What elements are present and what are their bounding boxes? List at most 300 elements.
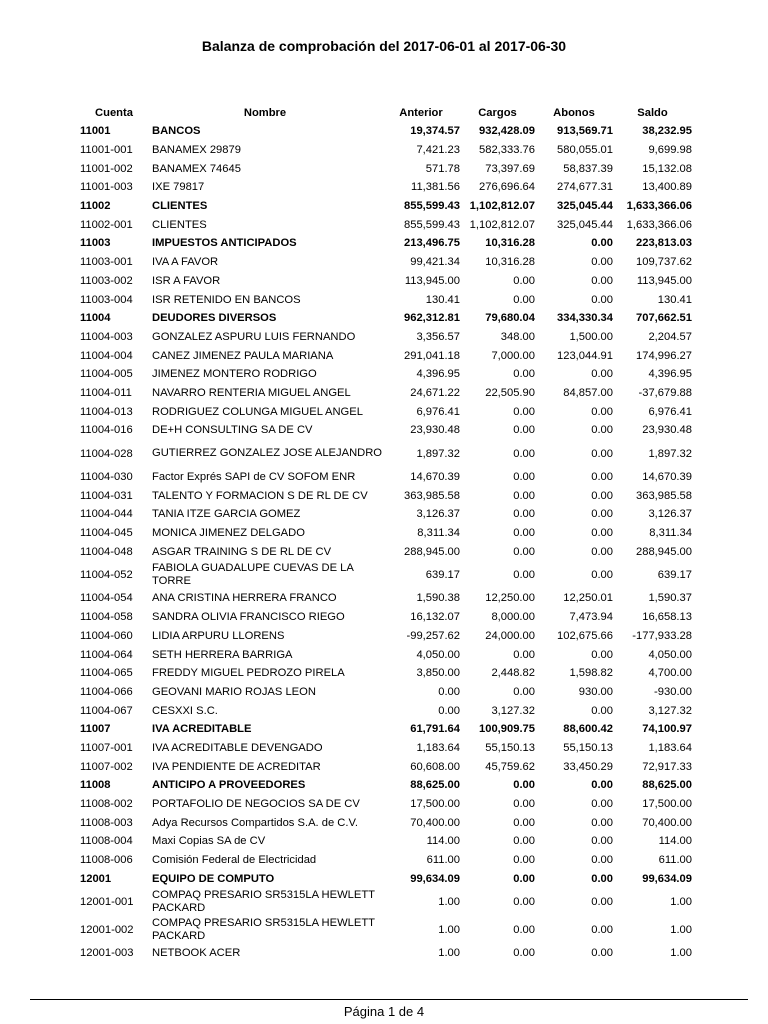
cell-anterior: 962,312.81 xyxy=(404,312,460,325)
cell-nombre: DE+H CONSULTING SA DE CV xyxy=(152,424,313,437)
cell-anterior: 0.00 xyxy=(438,685,460,698)
cell-nombre: IVA PENDIENTE DE ACREDITAR xyxy=(152,760,321,773)
cell-saldo: 70,400.00 xyxy=(642,816,692,829)
cell-anterior: 11,381.56 xyxy=(411,181,460,194)
header-abonos: Abonos xyxy=(553,107,595,119)
cell-saldo: 2,204.57 xyxy=(648,330,692,343)
cell-abonos: 0.00 xyxy=(591,447,613,460)
cell-nombre: BANAMEX 29879 xyxy=(152,144,241,157)
cell-cargos: 0.00 xyxy=(513,816,535,829)
cell-cuenta: 11004-004 xyxy=(80,349,133,362)
cell-cuenta: 11004-003 xyxy=(80,330,133,343)
cell-nombre: IVA ACREDITABLE DEVENGADO xyxy=(152,741,323,754)
table-row xyxy=(80,197,692,216)
cell-anterior: 24,671.22 xyxy=(410,386,460,399)
cell-cargos: 2,448.82 xyxy=(491,667,535,680)
cell-cargos: 0.00 xyxy=(513,274,535,287)
cell-saldo: 3,127.32 xyxy=(648,704,692,717)
table-row xyxy=(80,757,692,776)
table-row xyxy=(80,178,692,197)
table-row xyxy=(80,701,692,720)
cell-cargos: 7,000.00 xyxy=(491,349,535,362)
cell-anterior: 1.00 xyxy=(438,924,460,937)
cell-nombre: COMPAQ PRESARIO SR5315LA HEWLETT PACKARD xyxy=(152,917,375,943)
cell-anterior: 99,421.34 xyxy=(410,256,460,269)
cell-cuenta: 12001-003 xyxy=(80,947,134,960)
table-row xyxy=(80,141,692,160)
cell-nombre: EQUIPO DE COMPUTO xyxy=(152,872,275,885)
cell-anterior: 1.00 xyxy=(438,896,460,909)
table-row xyxy=(80,813,692,832)
header-cuenta: Cuenta xyxy=(95,107,133,119)
table-row xyxy=(80,944,692,963)
header-saldo: Saldo xyxy=(637,107,668,119)
cell-nombre: ANTICIPO A PROVEEDORES xyxy=(152,779,306,792)
cell-cargos: 10,316.28 xyxy=(485,237,535,250)
cell-saldo: 4,396.95 xyxy=(648,368,692,381)
table-row xyxy=(80,272,692,291)
cell-saldo: 1,633,366.06 xyxy=(626,200,692,213)
header-cargos: Cargos xyxy=(478,107,517,119)
cell-cuenta: 11003-001 xyxy=(80,256,133,269)
cell-abonos: 0.00 xyxy=(591,872,613,885)
cell-anterior: 114.00 xyxy=(426,835,460,848)
cell-cuenta: 11004-045 xyxy=(80,527,133,540)
cell-saldo: 88,625.00 xyxy=(642,779,692,792)
header-nombre: Nombre xyxy=(243,107,287,119)
cell-saldo: 4,700.00 xyxy=(648,667,692,680)
cell-cuenta: 11004-065 xyxy=(80,667,133,680)
table-row xyxy=(80,739,692,758)
cell-anterior: 113,945.00 xyxy=(404,274,460,287)
cell-anterior: 99,634.09 xyxy=(410,872,460,885)
cell-anterior: 70,400.00 xyxy=(410,816,460,829)
cell-nombre: CLIENTES xyxy=(152,200,208,213)
table-row xyxy=(80,664,692,683)
cell-anterior: 288,945.00 xyxy=(404,545,460,558)
cell-cargos: 582,333.76 xyxy=(479,144,535,157)
table-row xyxy=(80,542,692,561)
cell-anterior: 88,625.00 xyxy=(410,779,460,792)
cell-nombre: IXE 79817 xyxy=(152,181,205,194)
cell-cargos: 1,102,812.07 xyxy=(469,218,535,231)
cell-abonos: 0.00 xyxy=(591,569,613,582)
cell-anterior: 291,041.18 xyxy=(404,349,460,362)
cell-saldo: 611.00 xyxy=(658,854,692,867)
cell-saldo: 8,311.34 xyxy=(649,527,692,540)
cell-cuenta: 11004-058 xyxy=(80,611,133,624)
cell-nombre: TALENTO Y FORMACION S DE RL DE CV xyxy=(152,489,368,502)
cell-cargos: 0.00 xyxy=(513,872,535,885)
cell-saldo: 9,699.98 xyxy=(648,144,692,157)
cell-cargos: 0.00 xyxy=(513,447,535,460)
table-row xyxy=(80,253,692,272)
cell-abonos: 7,473.94 xyxy=(569,611,613,624)
cell-nombre: ASGAR TRAINING S DE RL DE CV xyxy=(152,545,332,558)
cell-anterior: 3,126.37 xyxy=(416,508,460,521)
cell-cuenta: 11008-006 xyxy=(80,854,133,867)
table-row xyxy=(80,234,692,253)
cell-cargos: 0.00 xyxy=(513,779,535,792)
cell-abonos: 1,598.82 xyxy=(569,667,613,680)
cell-cargos: 3,127.32 xyxy=(491,704,535,717)
cell-saldo: -177,933.28 xyxy=(632,629,692,642)
cell-cuenta: 12001-001 xyxy=(80,896,134,909)
cell-saldo: 363,985.58 xyxy=(636,489,692,502)
cell-anterior: 1,183.64 xyxy=(416,741,460,754)
table-row xyxy=(80,869,692,888)
cell-cargos: 0.00 xyxy=(513,405,535,418)
cell-cuenta: 11001 xyxy=(80,125,111,138)
cell-saldo: 3,126.37 xyxy=(648,508,692,521)
cell-cargos: 276,696.64 xyxy=(479,181,535,194)
table-row xyxy=(80,589,692,608)
cell-cargos: 0.00 xyxy=(513,489,535,502)
cell-anterior: 639.17 xyxy=(425,569,460,582)
page-number: Página 1 de 4 xyxy=(343,1004,425,1019)
cell-cuenta: 11002-001 xyxy=(80,218,133,231)
cell-saldo: 15,132.08 xyxy=(642,162,692,175)
table-row xyxy=(80,795,692,814)
table-row xyxy=(80,290,692,309)
cell-cargos: 8,000.00 xyxy=(491,611,535,624)
cell-cargos: 0.00 xyxy=(513,835,535,848)
cell-cargos: 0.00 xyxy=(513,854,535,867)
cell-abonos: 325,045.44 xyxy=(557,200,613,213)
cell-nombre: RODRIGUEZ COLUNGA MIGUEL ANGEL xyxy=(152,405,363,418)
cell-cargos: 24,000.00 xyxy=(485,629,535,642)
cell-abonos: 84,857.00 xyxy=(563,386,613,399)
cell-cargos: 45,759.62 xyxy=(485,760,535,773)
cell-abonos: 12,250.01 xyxy=(563,592,613,605)
header-anterior: Anterior xyxy=(399,107,443,119)
cell-nombre: ANA CRISTINA HERRERA FRANCO xyxy=(152,592,337,605)
table-row xyxy=(80,309,692,328)
table-row xyxy=(80,215,692,234)
cell-anterior: 0.00 xyxy=(438,704,460,717)
cell-saldo: 38,232.95 xyxy=(642,125,692,138)
cell-saldo: 639.17 xyxy=(657,569,692,582)
cell-saldo: 13,400.89 xyxy=(642,181,692,194)
cell-nombre: JIMENEZ MONTERO RODRIGO xyxy=(152,368,317,381)
cell-abonos: 913,569.71 xyxy=(557,125,613,138)
cell-saldo: 1,633,366.06 xyxy=(626,218,692,231)
cell-anterior: 14,670.39 xyxy=(410,471,460,484)
cell-abonos: 0.00 xyxy=(591,508,613,521)
cell-cuenta: 11004-005 xyxy=(80,368,133,381)
cell-anterior: 8,311.34 xyxy=(417,527,460,540)
cell-nombre: MONICA JIMENEZ DELGADO xyxy=(152,527,305,540)
cell-cuenta: 11004-067 xyxy=(80,704,133,717)
cell-nombre: Adya Recursos Compartidos S.A. de C.V. xyxy=(152,816,359,829)
table-row xyxy=(80,421,692,440)
cell-anterior: 6,976.41 xyxy=(416,405,460,418)
table-row xyxy=(80,627,692,646)
cell-saldo: 1.00 xyxy=(670,896,692,909)
cell-cargos: 10,316.28 xyxy=(485,256,535,269)
table-row xyxy=(80,561,692,589)
cell-abonos: 0.00 xyxy=(591,779,613,792)
cell-anterior: 1,590.38 xyxy=(416,592,460,605)
table-row xyxy=(80,365,692,384)
cell-abonos: 334,330.34 xyxy=(557,312,613,325)
cell-anterior: 19,374.57 xyxy=(410,125,460,138)
cell-saldo: 113,945.00 xyxy=(636,274,692,287)
cell-cargos: 22,505.90 xyxy=(485,386,535,399)
cell-saldo: 223,813.03 xyxy=(636,237,692,250)
cell-cargos: 0.00 xyxy=(513,896,535,909)
cell-saldo: 4,050.00 xyxy=(648,648,692,661)
cell-nombre: Maxi Copias SA de CV xyxy=(152,835,266,848)
table-row xyxy=(80,384,692,403)
cell-cargos: 0.00 xyxy=(513,527,535,540)
cell-anterior: 3,356.57 xyxy=(416,330,460,343)
cell-cargos: 0.00 xyxy=(513,368,535,381)
table-row xyxy=(80,122,692,141)
cell-abonos: 274,677.31 xyxy=(557,181,613,194)
cell-cargos: 0.00 xyxy=(513,545,535,558)
cell-abonos: 55,150.13 xyxy=(563,741,613,754)
cell-abonos: 0.00 xyxy=(591,237,613,250)
cell-cuenta: 11007-002 xyxy=(80,760,133,773)
table-row xyxy=(80,683,692,702)
table-row xyxy=(80,328,692,347)
cell-cuenta: 11001-002 xyxy=(80,162,133,175)
cell-cargos: 0.00 xyxy=(513,569,535,582)
page-title: Balanza de comprobación del 2017-06-01 al 2017-06-30 xyxy=(201,38,567,54)
cell-cuenta: 11004-052 xyxy=(80,569,133,582)
cell-abonos: 930.00 xyxy=(578,685,613,698)
cell-nombre: SANDRA OLIVIA FRANCISCO RIEGO xyxy=(152,611,345,624)
cell-abonos: 0.00 xyxy=(591,293,613,306)
table-row xyxy=(80,832,692,851)
cell-saldo: 1.00 xyxy=(670,947,692,960)
cell-saldo: 99,634.09 xyxy=(642,872,692,885)
cell-cuenta: 11001-003 xyxy=(80,181,133,194)
cell-anterior: 4,396.95 xyxy=(416,368,460,381)
cell-nombre: NETBOOK ACER xyxy=(152,947,241,960)
cell-saldo: 707,662.51 xyxy=(636,312,692,325)
cell-nombre: NAVARRO RENTERIA MIGUEL ANGEL xyxy=(152,386,351,399)
cell-cuenta: 11008-002 xyxy=(80,798,133,811)
cell-abonos: 0.00 xyxy=(591,648,613,661)
cell-cuenta: 11003 xyxy=(80,237,111,250)
cell-cuenta: 11007 xyxy=(80,723,111,736)
cell-saldo: 16,658.13 xyxy=(642,611,692,624)
cell-nombre: GUTIERREZ GONZALEZ JOSE ALEJANDRO xyxy=(152,447,383,460)
cell-anterior: 855,599.43 xyxy=(404,218,460,231)
cell-abonos: 123,044.91 xyxy=(557,349,613,362)
table-row xyxy=(80,888,692,916)
cell-anterior: 213,496.75 xyxy=(404,237,460,250)
table-row xyxy=(80,440,692,468)
footer-divider xyxy=(30,999,748,1000)
cell-nombre: IVA ACREDITABLE xyxy=(152,723,252,736)
cell-abonos: 0.00 xyxy=(591,424,613,437)
cell-cuenta: 11008-004 xyxy=(80,835,133,848)
cell-abonos: 325,045.44 xyxy=(557,218,613,231)
cell-cuenta: 11004 xyxy=(80,312,111,325)
cell-saldo: 114.00 xyxy=(658,835,692,848)
cell-nombre: IVA A FAVOR xyxy=(152,256,219,269)
cell-abonos: 0.00 xyxy=(591,798,613,811)
cell-saldo: 1.00 xyxy=(670,924,692,937)
cell-cargos: 0.00 xyxy=(513,798,535,811)
cell-saldo: -37,679.88 xyxy=(638,386,692,399)
cell-cargos: 0.00 xyxy=(513,947,535,960)
cell-saldo: 72,917.33 xyxy=(642,760,692,773)
table-row xyxy=(80,468,692,487)
cell-abonos: 1,500.00 xyxy=(569,330,613,343)
cell-cuenta: 11004-054 xyxy=(80,592,133,605)
cell-cuenta: 11004-066 xyxy=(80,685,133,698)
cell-saldo: 130.41 xyxy=(657,293,692,306)
cell-saldo: 288,945.00 xyxy=(636,545,692,558)
trial-balance-table xyxy=(80,104,692,963)
cell-anterior: 130.41 xyxy=(425,293,460,306)
cell-saldo: 74,100.97 xyxy=(642,723,692,736)
cell-abonos: 0.00 xyxy=(591,947,613,960)
cell-cargos: 100,909.75 xyxy=(479,723,535,736)
cell-anterior: 1.00 xyxy=(438,947,460,960)
cell-anterior: 16,132.07 xyxy=(410,611,460,624)
cell-saldo: -930.00 xyxy=(654,685,692,698)
cell-cuenta: 11004-030 xyxy=(80,471,133,484)
cell-abonos: 0.00 xyxy=(591,704,613,717)
cell-anterior: 17,500.00 xyxy=(410,798,460,811)
table-row xyxy=(80,505,692,524)
cell-nombre: CANEZ JIMENEZ PAULA MARIANA xyxy=(152,349,334,362)
cell-cuenta: 11008-003 xyxy=(80,816,133,829)
cell-anterior: 7,421.23 xyxy=(416,144,460,157)
cell-cargos: 0.00 xyxy=(513,685,535,698)
table-row xyxy=(80,608,692,627)
cell-abonos: 0.00 xyxy=(591,545,613,558)
cell-anterior: 3,850.00 xyxy=(416,667,460,680)
cell-cuenta: 11003-004 xyxy=(80,293,133,306)
cell-nombre: FREDDY MIGUEL PEDROZO PIRELA xyxy=(152,667,345,680)
cell-cuenta: 11004-064 xyxy=(80,648,133,661)
cell-abonos: 0.00 xyxy=(591,471,613,484)
cell-nombre: GEOVANI MARIO ROJAS LEON xyxy=(152,685,316,698)
cell-cuenta: 11004-031 xyxy=(80,489,133,502)
table-body xyxy=(80,122,692,963)
cell-cargos: 1,102,812.07 xyxy=(469,200,535,213)
cell-abonos: 0.00 xyxy=(591,527,613,540)
cell-nombre: BANAMEX 74645 xyxy=(152,162,241,175)
cell-cargos: 932,428.09 xyxy=(479,125,535,138)
cell-abonos: 0.00 xyxy=(591,274,613,287)
cell-abonos: 58,837.39 xyxy=(563,162,613,175)
cell-abonos: 0.00 xyxy=(591,896,613,909)
cell-abonos: 0.00 xyxy=(591,835,613,848)
cell-cargos: 0.00 xyxy=(513,424,535,437)
cell-abonos: 580,055.01 xyxy=(557,144,613,157)
cell-nombre: BANCOS xyxy=(152,125,201,138)
cell-saldo: 23,930.48 xyxy=(642,424,692,437)
cell-abonos: 0.00 xyxy=(591,405,613,418)
cell-nombre: CESXXI S.C. xyxy=(152,704,218,717)
cell-abonos: 0.00 xyxy=(591,924,613,937)
cell-anterior: 61,791.64 xyxy=(410,723,460,736)
cell-nombre: SETH HERRERA BARRIGA xyxy=(152,648,293,661)
cell-cargos: 55,150.13 xyxy=(485,741,535,754)
cell-abonos: 0.00 xyxy=(591,489,613,502)
cell-saldo: 6,976.41 xyxy=(648,405,692,418)
cell-cargos: 0.00 xyxy=(513,471,535,484)
cell-cuenta: 11004-044 xyxy=(80,508,133,521)
table-row xyxy=(80,346,692,365)
cell-anterior: 571.78 xyxy=(425,162,460,175)
cell-cuenta: 11004-048 xyxy=(80,545,133,558)
cell-cargos: 0.00 xyxy=(513,508,535,521)
cell-nombre: LIDIA ARPURU LLORENS xyxy=(152,629,285,642)
cell-cargos: 0.00 xyxy=(513,648,535,661)
cell-nombre: CLIENTES xyxy=(152,218,207,231)
cell-anterior: -99,257.62 xyxy=(406,629,460,642)
cell-cuenta: 11004-016 xyxy=(80,424,133,437)
cell-saldo: 1,590.37 xyxy=(648,592,692,605)
cell-nombre: TANIA ITZE GARCIA GOMEZ xyxy=(152,508,301,521)
cell-cuenta: 11004-060 xyxy=(80,629,133,642)
cell-cuenta: 11007-001 xyxy=(80,741,133,754)
cell-nombre: IMPUESTOS ANTICIPADOS xyxy=(152,237,297,250)
cell-saldo: 1,183.64 xyxy=(648,741,692,754)
cell-cargos: 73,397.69 xyxy=(485,162,535,175)
cell-abonos: 0.00 xyxy=(591,854,613,867)
cell-abonos: 0.00 xyxy=(591,256,613,269)
cell-cuenta: 11008 xyxy=(80,779,111,792)
cell-anterior: 1,897.32 xyxy=(416,447,460,460)
cell-abonos: 102,675.66 xyxy=(557,629,613,642)
cell-nombre: ISR A FAVOR xyxy=(152,274,221,287)
cell-abonos: 33,450.29 xyxy=(563,760,613,773)
cell-nombre: GONZALEZ ASPURU LUIS FERNANDO xyxy=(152,330,356,343)
cell-saldo: 109,737.62 xyxy=(636,256,692,269)
table-row xyxy=(80,776,692,795)
table-row xyxy=(80,916,692,944)
cell-abonos: 0.00 xyxy=(591,816,613,829)
cell-cuenta: 11001-001 xyxy=(80,144,133,157)
cell-anterior: 855,599.43 xyxy=(404,200,460,213)
cell-cuenta: 12001-002 xyxy=(80,924,134,937)
cell-cargos: 0.00 xyxy=(513,924,535,937)
cell-saldo: 1,897.32 xyxy=(648,447,692,460)
cell-nombre: PORTAFOLIO DE NEGOCIOS SA DE CV xyxy=(152,798,360,811)
table-row xyxy=(80,851,692,870)
cell-cuenta: 11004-028 xyxy=(80,447,133,460)
cell-abonos: 0.00 xyxy=(591,368,613,381)
cell-anterior: 363,985.58 xyxy=(404,489,460,502)
cell-anterior: 4,050.00 xyxy=(416,648,460,661)
cell-cuenta: 11003-002 xyxy=(80,274,133,287)
cell-nombre: Factor Exprés SAPI de CV SOFOM ENR xyxy=(152,471,356,484)
table-row xyxy=(80,720,692,739)
cell-nombre: ISR RETENIDO EN BANCOS xyxy=(152,293,301,306)
cell-saldo: 14,670.39 xyxy=(642,471,692,484)
cell-cargos: 0.00 xyxy=(513,293,535,306)
cell-cuenta: 11004-013 xyxy=(80,405,133,418)
cell-nombre: Comisión Federal de Electricidad xyxy=(152,854,317,867)
table-row xyxy=(80,645,692,664)
cell-cargos: 12,250.00 xyxy=(485,592,535,605)
table-row xyxy=(80,486,692,505)
cell-cuenta: 11002 xyxy=(80,200,111,213)
cell-nombre: FABIOLA GUADALUPE CUEVAS DE LA TORRE xyxy=(152,562,354,588)
cell-cargos: 79,680.04 xyxy=(485,312,535,325)
cell-nombre: COMPAQ PRESARIO SR5315LA HEWLETT PACKARD xyxy=(152,889,375,915)
table-row xyxy=(80,402,692,421)
